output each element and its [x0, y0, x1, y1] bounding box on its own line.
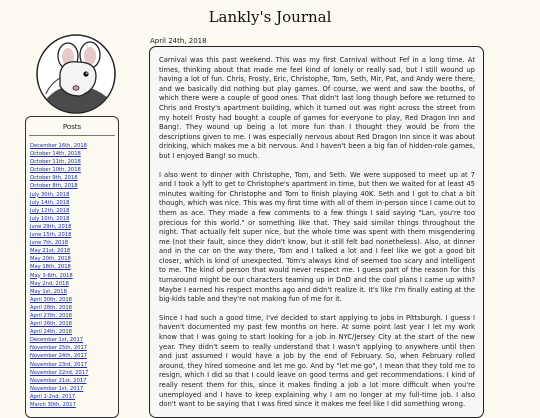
post-list-item — [30, 215, 118, 223]
post-link[interactable]: November 24th, 2017 — [30, 353, 88, 360]
post-link[interactable]: May 3-6th, 2018 — [30, 272, 73, 279]
post-link-list — [26, 142, 118, 409]
post-list-item — [30, 320, 118, 328]
post-link[interactable]: June 15th, 2018 — [30, 232, 72, 239]
post-list-item — [30, 352, 118, 360]
post-link[interactable]: May 21st, 2018 — [30, 248, 71, 255]
post-list-item — [30, 377, 118, 385]
post-link[interactable]: November 1st, 2017 — [30, 385, 84, 392]
post-list-item — [30, 385, 118, 393]
post-paragraph: I also went to dinner with Christophe, Tom, and Seth. We were supposed to meet up at 7 and I took a lyft to get to Christophe's apartment in time, but then we waited for at least 45 minutes waiting for Christophe and Tom to finish playing 40K. Seth and I got to chat a bit though, which was nice. This was my first time with all of them in-person since I came out to them as ace. They made a few comments to a few things I said saying "Lan, you're too precious for this world." or something like that. They said similar things throughout the night. That actually felt super nice, but the whole time was spent with them misgendering me (not their fault, since they didn't know, but it still felt bad nonetheless). Also, at dinner and in the car on the way there, Tom and I talked a lot and I feel like we got a good bit closer, which is kind of unexpected. Tom's always kind of seemed too scary and intelligent to me. The kind of person that would never respect me. I guess part of the reason for this turnaround might be our characters teaming up in DnD and the cool plans I came up with? Maybe I earned his respect months ago and didn't realize it. It's like I'm finally eating at the big-kids table and they're not making fun of me for it. — [159, 170, 475, 304]
post-content-box[interactable] — [149, 46, 484, 418]
post-list-item — [30, 150, 118, 158]
post-link[interactable]: April 1-2nd, 2017 — [30, 393, 76, 400]
post-link[interactable]: November 25th, 2017 — [30, 345, 88, 352]
post-list-item — [30, 401, 118, 409]
post-list-item — [30, 288, 118, 296]
post-list-item — [30, 142, 118, 150]
post-link[interactable]: May 2nd, 2018 — [30, 280, 69, 287]
post-list-item — [30, 199, 118, 207]
post-link[interactable]: May 1st, 2018 — [30, 288, 67, 295]
post-link[interactable]: May 18th, 2018 — [30, 264, 71, 271]
post-link[interactable]: April 24th, 2018 — [30, 329, 72, 336]
post-link[interactable]: October 14th, 2018 — [30, 151, 81, 158]
post-list-item — [30, 166, 118, 174]
post-list-item — [30, 369, 118, 377]
post-body — [150, 47, 483, 410]
post-link[interactable]: December 1st, 2017 — [30, 337, 84, 344]
post-link[interactable]: July 10th, 2018 — [30, 215, 70, 222]
post-link[interactable]: March 30th, 2017 — [30, 402, 76, 408]
post-link[interactable]: October 9th, 2018 — [30, 175, 78, 182]
post-list-item — [30, 312, 118, 320]
post-list-item — [30, 231, 118, 239]
post-list-item — [30, 247, 118, 255]
post-list-item — [30, 255, 118, 263]
post-link[interactable]: October 8th, 2018 — [30, 183, 78, 190]
sidebar-divider — [29, 135, 115, 136]
post-list-item — [30, 328, 118, 336]
post-link[interactable]: July 30th, 2018 — [30, 191, 70, 198]
avatar — [36, 34, 116, 114]
post-link[interactable]: April 26th, 2018 — [30, 321, 72, 328]
post-list-item — [30, 393, 118, 401]
post-link[interactable]: November 23rd, 2017 — [30, 361, 88, 368]
post-link[interactable]: December 16th, 2018 — [30, 143, 87, 149]
post-link[interactable]: May 20th, 2018 — [30, 256, 71, 263]
post-link[interactable]: April 28th, 2018 — [30, 304, 72, 311]
post-link[interactable]: July 14th, 2018 — [30, 199, 70, 206]
post-paragraph: Carnival was this past weekend. This was my first Carnival without Fef in a long time. At times, thinking about that made me feel kind of lonely or really sad, but I still wound up having a lot of fun. Chris, Frosty, Eric, Christophe, Tom, Seth, Mir, Pat, and Andy were there, and we basically did nothing but play games. Of course, we went and saw the booths, of which there were a couple of good ones. That didn't last long though before we returned to Chris and Frosty's apartment building, which it turned out was right across the street from my hotel! Frosty had bought a couple of games for everyone to play, Red Dragon Inn and Bang!. They wound up being a lot more fun than I thought they would be from the descriptions given to me. I was especially nervous about Red Dragon Inn since it was about drinking, which makes me a bit nervous. And I haven't been a big fan of hidden-role games, but I enjoyed Bang! so much. — [159, 56, 475, 160]
post-list-item — [30, 174, 118, 182]
post-link[interactable]: November 21st, 2017 — [30, 377, 87, 384]
post-link[interactable]: November 22nd, 2017 — [30, 369, 89, 376]
post-list-item — [30, 296, 118, 304]
post-list-item — [30, 272, 118, 280]
post-list-item — [30, 182, 118, 190]
post-date: April 24th, 2018 — [150, 37, 207, 45]
post-link[interactable]: April 30th, 2018 — [30, 296, 72, 303]
post-link[interactable]: October 10th, 2018 — [30, 167, 81, 174]
post-list-item — [30, 191, 118, 199]
post-list-item — [30, 207, 118, 215]
post-list-item — [30, 304, 118, 312]
post-link[interactable]: June 7th, 2018 — [30, 240, 69, 247]
post-list-item — [30, 263, 118, 271]
post-paragraph: Since I had such a good time, I've decided to start applying to jobs in Pittsburgh. I guess I haven't documented my past few months on here. At some point last year I let my work know that I was going to start looking for a job in NYC/Jersey City at the start of the new year. They didn't seem to really understand that I wasn't applying to anywhere until then and just assumed I would have a job by the end of February. So, when February rolled around, they hired someone and let me go. And by "let me go", I mean that they told me to resign, which I did so that I could leave on good terms and get recommendations. I kind of really resent them for this, since it makes finding a job a lot more difficult when you're unemployed and I have to keep explaining why I am no longer at my full-time job. I also don't want to be saying that I was fired since it makes me feel like I did something wrong. — [159, 313, 475, 409]
post-link[interactable]: October 11th, 2018 — [30, 159, 81, 166]
post-list-item — [30, 223, 118, 231]
sidebar-heading: Posts — [62, 123, 82, 131]
post-list-item — [30, 239, 118, 247]
site-title: Lankly's Journal — [208, 8, 332, 26]
post-list-item — [30, 344, 118, 352]
post-list-item — [30, 336, 118, 344]
post-link[interactable]: June 29th, 2018 — [30, 223, 72, 230]
post-list-item — [30, 361, 118, 369]
post-list-item — [30, 158, 118, 166]
post-link[interactable]: April 27th, 2018 — [30, 312, 72, 319]
post-list-item — [30, 280, 118, 288]
post-link[interactable]: July 12th, 2018 — [30, 207, 70, 214]
sidebar — [25, 116, 119, 418]
